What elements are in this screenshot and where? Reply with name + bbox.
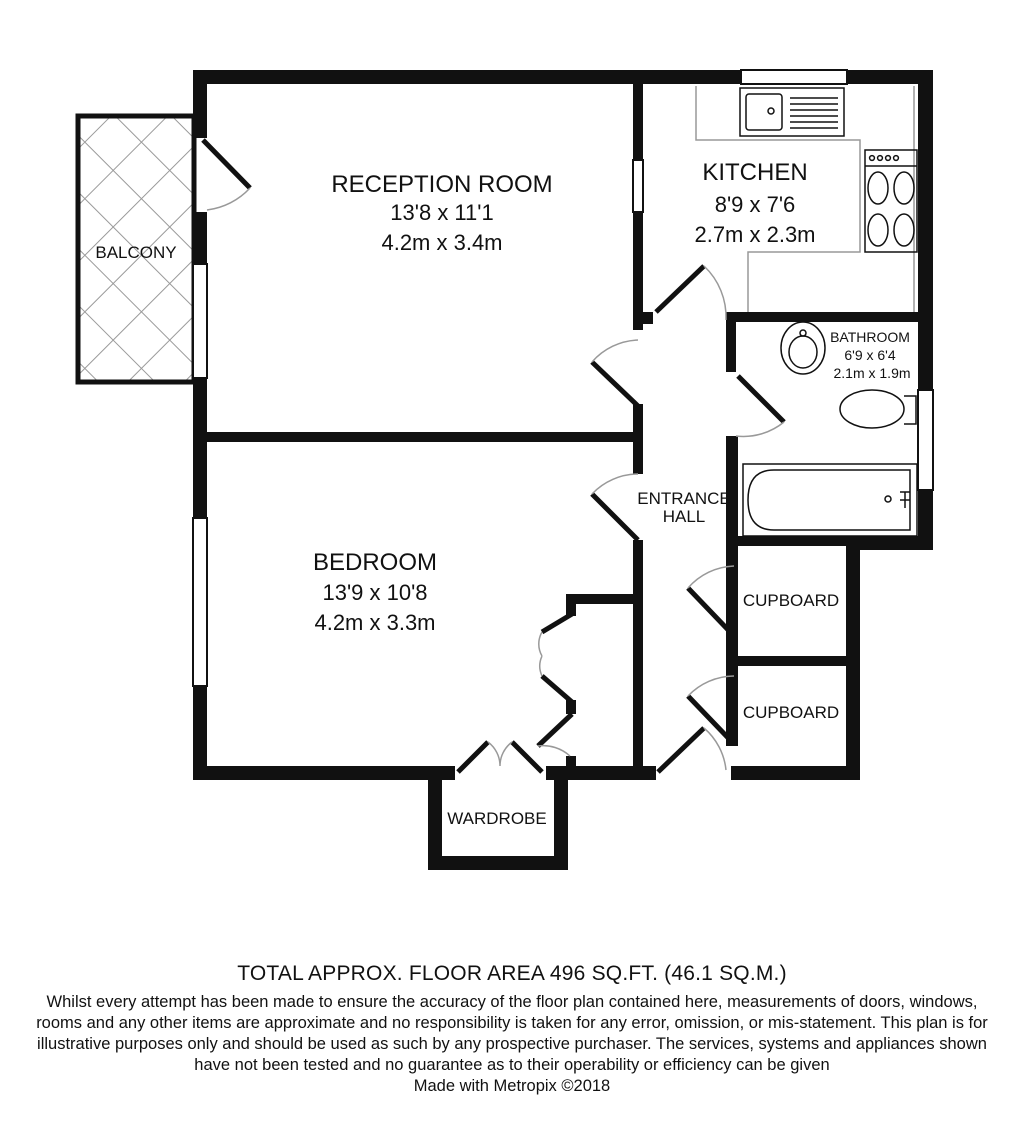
reception-room-imperial: 13'8 x 11'1 (390, 200, 494, 225)
bedroom-label (313, 549, 437, 635)
kitchen-imperial: 8'9 x 7'6 (714, 192, 796, 217)
washbasin-icon (781, 322, 825, 374)
interior-walls (207, 84, 933, 770)
reception-room-label (331, 171, 552, 255)
bedroom-name: BEDROOM (312, 549, 438, 576)
cupboard-2-label: CUPBOARD (742, 703, 840, 722)
disclaimer-text: Whilst every attempt has been made to ensure the accuracy of the floor plan contained here, measurements of doors, windows, rooms and any other items are approximate and no responsibility is taken for any error, omission, or mis-statement. This plan is for illustrative purposes only and should be used as such by any prospective purchaser. The services, systems and appliances shown have not been tested and no guarantee as to their operability or efficiency can be given (36, 993, 988, 1074)
entrance-hall-line-1: ENTRANCE (637, 489, 731, 508)
toilet-icon (840, 390, 916, 428)
kitchen-label (694, 159, 815, 247)
bathroom-imperial: 6'9 x 6'4 (844, 347, 896, 363)
kitchen-metric: 2.7m x 2.3m (694, 222, 816, 247)
bedroom-imperial: 13'9 x 10'8 (322, 580, 428, 605)
total-floor-area: TOTAL APPROX. FLOOR AREA 496 SQ.FT. (46.1 SQ.M.) (237, 962, 787, 985)
entrance-hall-label (637, 489, 731, 526)
kitchen-name: KITCHEN (702, 159, 808, 186)
bathroom-metric: 2.1m x 1.9m (833, 365, 911, 381)
bathroom-name: BATHROOM (830, 329, 910, 345)
bathtub-icon (743, 464, 917, 536)
plan-footer (0, 962, 1024, 1097)
balcony-label: BALCONY (95, 243, 177, 262)
made-with-credit: Made with Metropix ©2018 (413, 1077, 611, 1095)
hob-icon (865, 150, 917, 252)
cupboard-1-label: CUPBOARD (742, 591, 840, 610)
reception-room-name: RECEPTION ROOM (331, 171, 553, 198)
reception-room-metric: 4.2m x 3.4m (381, 230, 503, 255)
entrance-hall-line-2: HALL (662, 507, 706, 526)
sink-icon (740, 88, 844, 136)
wardrobe-label: WARDROBE (447, 809, 547, 828)
bedroom-metric: 4.2m x 3.3m (314, 610, 436, 635)
bathroom-label (830, 329, 910, 381)
